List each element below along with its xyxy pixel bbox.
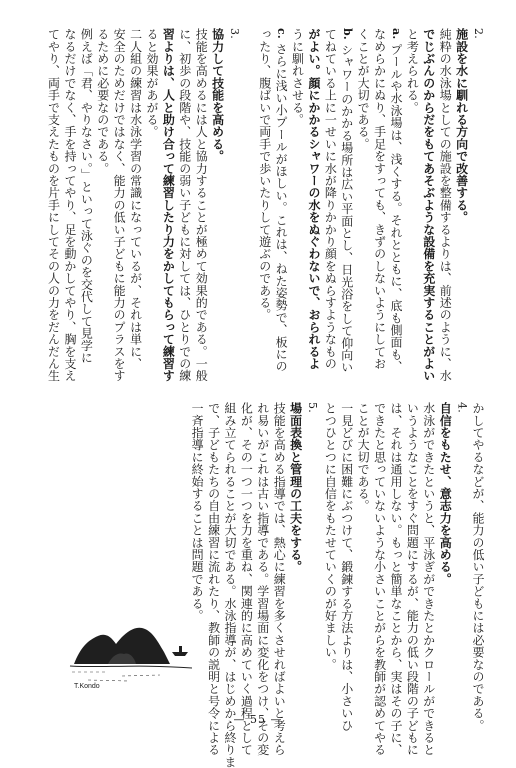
text-line: ことが大切である。 <box>356 402 371 512</box>
text-line: 二人組の練習は水泳学習の常識になっているが、それは単に、 <box>128 28 143 370</box>
text-line: なめらかにぬり、手足をすっても、きずのしないようにしてお <box>372 28 387 370</box>
text-line: と考えられる。 <box>405 28 420 114</box>
text-line: に、初歩の段階や、技能の弱い子どもに対しては、ひとりでの練 <box>177 28 192 382</box>
section-number: 5. <box>306 402 319 413</box>
section-number: 2. <box>472 28 485 39</box>
item-label: a. <box>389 28 403 40</box>
text-line: シャワーのかかる場所は広い平面とし、日光浴をして仰向い <box>339 43 354 374</box>
section-3 <box>45 28 242 382</box>
section-heading: 協力して技能を高める。 <box>210 28 225 163</box>
section-heading: 場面表換と管理の工夫をする。 <box>288 402 303 573</box>
text-line: 組み立てられることが大切である。水泳指導が、はじめから終りま <box>222 402 237 768</box>
page-number: — 55 — <box>233 713 283 726</box>
text-line: てやり、両手で支えたものを片手にしてその人の力をだんだん生 <box>46 28 61 382</box>
boat-cabin <box>179 646 182 652</box>
section-heading: 施設を水に馴れる方向で改善する。 <box>454 28 469 224</box>
text-line: 水泳ができたというと、平泳ぎができたとかクロールができると <box>421 402 436 756</box>
text-line: がよい。顔にかかるシャワーの水をぬぐわないで、おられるよ <box>306 28 321 370</box>
text-line: でじぶんのからだをもてあそぶような設備を充実することがよい <box>421 28 436 382</box>
text-line: るために必要なのである。 <box>95 28 110 175</box>
text-line: できたと思っていないような小さいことがらを教師が認めてやる <box>372 402 387 756</box>
item-label: c. <box>275 28 289 39</box>
text-line: さらに浅い小プールがほしい。これは、ねた姿勢で、板にの <box>274 42 289 373</box>
text-line: で、子どもたちの自由練習に流れたり、教師の説明と号令による <box>206 402 221 756</box>
text-line: 習よりは、人と助け合って練習したり力をかしてもらって練習す <box>161 28 176 382</box>
text-line: てねている上に一せいに水が降りかかり顔をぬらすようなもの <box>323 28 338 370</box>
text-line: 技能を高める指導では、熱心に練習を多くさせればよいと考えら <box>272 402 287 756</box>
artist-signature: T.Kondo <box>74 683 100 690</box>
text-line: くことが大切である。 <box>356 28 371 150</box>
text-line: うに馴れさせる。 <box>290 28 305 126</box>
text-line: 純粋の水泳場としての施設を整備するよりは、前述のように、水 <box>438 28 453 382</box>
text-line: ると効果があがる。 <box>144 28 159 138</box>
section-number: 3. <box>228 28 241 39</box>
text-line: いうようなことをすぐ問題にするが、能力の低い段階の子どもに <box>405 402 420 756</box>
water-ripples <box>72 672 160 681</box>
text-line: 例えば「君、やりなさい。」といって泳ぐのを交代して見学に <box>79 28 94 364</box>
section-2 <box>256 28 486 382</box>
text-line: れ易いがこれは古い指導である。学習場面に変化をつけ、その変 <box>255 402 270 756</box>
waterline <box>70 666 192 668</box>
island-sea-illustration <box>68 560 196 692</box>
text-line: は、それは通用しない。もっと簡単なことから、実はその子に、 <box>388 402 403 756</box>
text-line: 一斉指導に終始することは問題である。 <box>190 402 205 622</box>
text-line: 技能を高めるには人と協力することが極めて効果的である。一般 <box>194 28 209 382</box>
text-line: ったり、腹ばいで両手で歩いたりして遊ぶのである。 <box>257 28 272 321</box>
section-4 <box>322 402 486 756</box>
text-line: なるだけでなく、手を持ってやり、足を動かしてやり、胸を支え <box>62 28 77 382</box>
item-label: b. <box>340 28 354 40</box>
boat-icon <box>172 652 188 656</box>
text-line: かしてやるなどが、能力の低い子どもには必要なのである。 <box>471 402 485 732</box>
text-line: 化が、その一つ一つを力を重ね、関連的に高めていく過程として <box>239 402 254 756</box>
text-line: とつひとつに自信をもたせていくのが好ましい。 <box>323 402 338 671</box>
text-line: プールや水泳場は、浅くする。それとともに、底も側面も、 <box>388 43 403 373</box>
text-line: 安全のためだけではなく、能力の低い子どもに能力のプラスをす <box>112 28 127 382</box>
section-heading: 自信をもたせ、意志力を高める。 <box>438 402 453 585</box>
section-number: 4. <box>455 402 469 413</box>
text-line: 一見どびに困難にぶつけて、鍛錬する方法よりは、小さいひ <box>339 402 354 732</box>
